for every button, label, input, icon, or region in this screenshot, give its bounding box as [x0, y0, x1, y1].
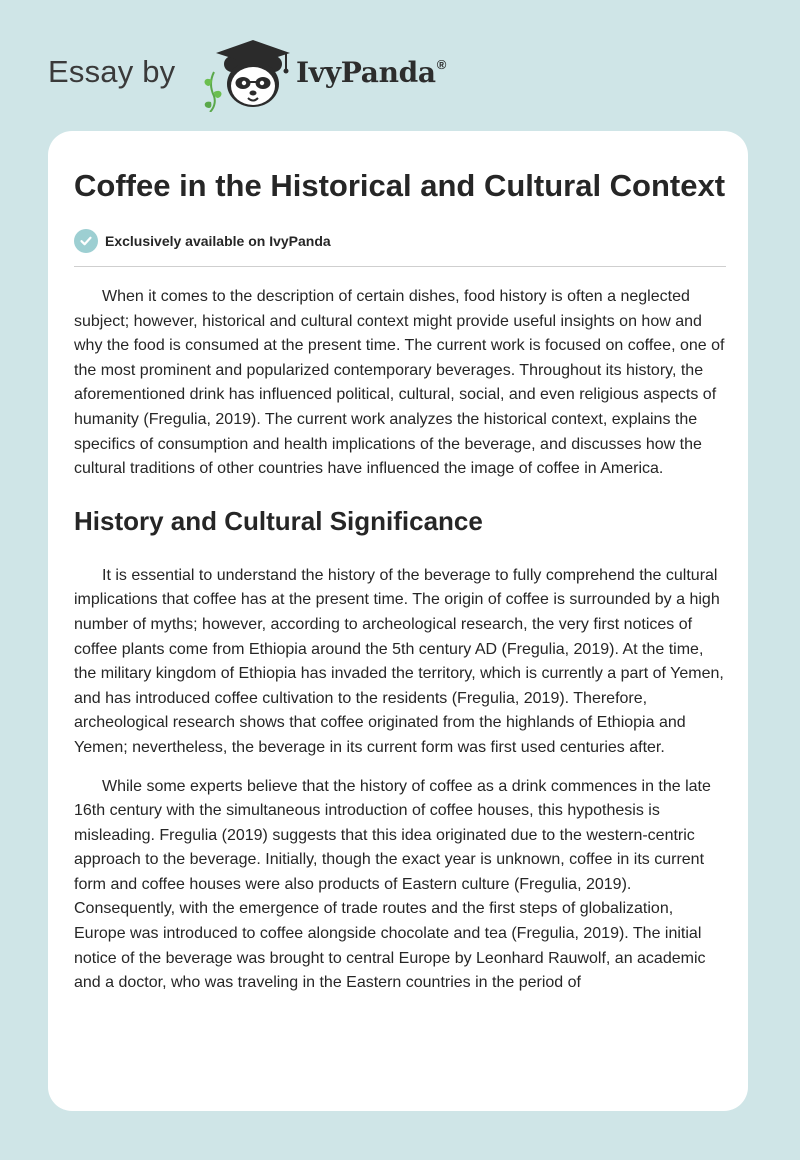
paragraph-coffee-houses: While some experts believe that the history of coffee as a drink commences in the late 16th century with the simultaneous introduction of coffee houses, this hypothesis is misleading. Fregulia (2019) suggests that this idea originated due to the western-centric approach to the beverage. Initially, though the exact year is unknown, coffee in its current form and coffee houses were also products of Eastern culture (Fregulia, 2019). Consequently, with the emergence of trade routes and the first steps of globalization, Europe was introduced to coffee alongside chocolate and tea (Fregulia, 2019). The initial notice of the beverage was brought to central Europe by Leonhard Rauwolf, an academic and a doctor, who was traveling in the Eastern countries in the period of	[74, 777, 711, 992]
essay-by-label: Essay by	[48, 54, 176, 89]
paragraph-intro: When it comes to the description of certain dishes, food history is often a neglected subject; however, historical and cultural context might provide useful insights on how and why the food is consumed at the present time. The current work is focused on coffee, one of the most prominent and popularized contemporary beverages. Throughout its history, the aforementioned drink has influenced political, cultural, social, and even religious aspects of humanity (Fregulia, 2019). The current work analyzes the historical context, explains the specifics of consumption and health implications of the beverage, and discusses how the cultural traditions of other countries have influenced the image of coffee in America.	[74, 288, 725, 478]
registered-mark: ®	[436, 57, 447, 72]
essay-title: Coffee in the Historical and Cultural Context	[74, 168, 726, 203]
brand-name-text: IvyPanda	[296, 56, 436, 89]
site-header	[48, 30, 748, 110]
ivypanda-logo-icon[interactable]	[198, 36, 296, 112]
check-icon	[74, 229, 98, 253]
divider	[74, 266, 726, 267]
essay-content	[74, 165, 726, 996]
section-heading: History and Cultural Significance	[74, 505, 483, 536]
brand-name[interactable]	[296, 56, 446, 89]
exclusive-badge-label: Exclusively available on IvyPanda	[105, 233, 331, 249]
exclusive-badge	[74, 228, 726, 254]
paragraph-history: It is essential to understand the history of the beverage to fully comprehend the cultural implications that coffee has at the present time. The origin of coffee is surrounded by a high number of myths; however, according to archeological research, the very first notices of coffee plants come from Ethiopia around the 5th century AD (Fregulia, 2019). At the time, the military kingdom of Ethiopia has invaded the territory, which is currently a part of Yemen, and has introduced coffee cultivation to the residents (Fregulia, 2019). Therefore, archeological research shows that coffee originated from the highlands of Ethiopia and Yemen; nevertheless, the beverage in its current form was first used centuries after.	[74, 566, 724, 756]
essay-card	[48, 131, 748, 1111]
